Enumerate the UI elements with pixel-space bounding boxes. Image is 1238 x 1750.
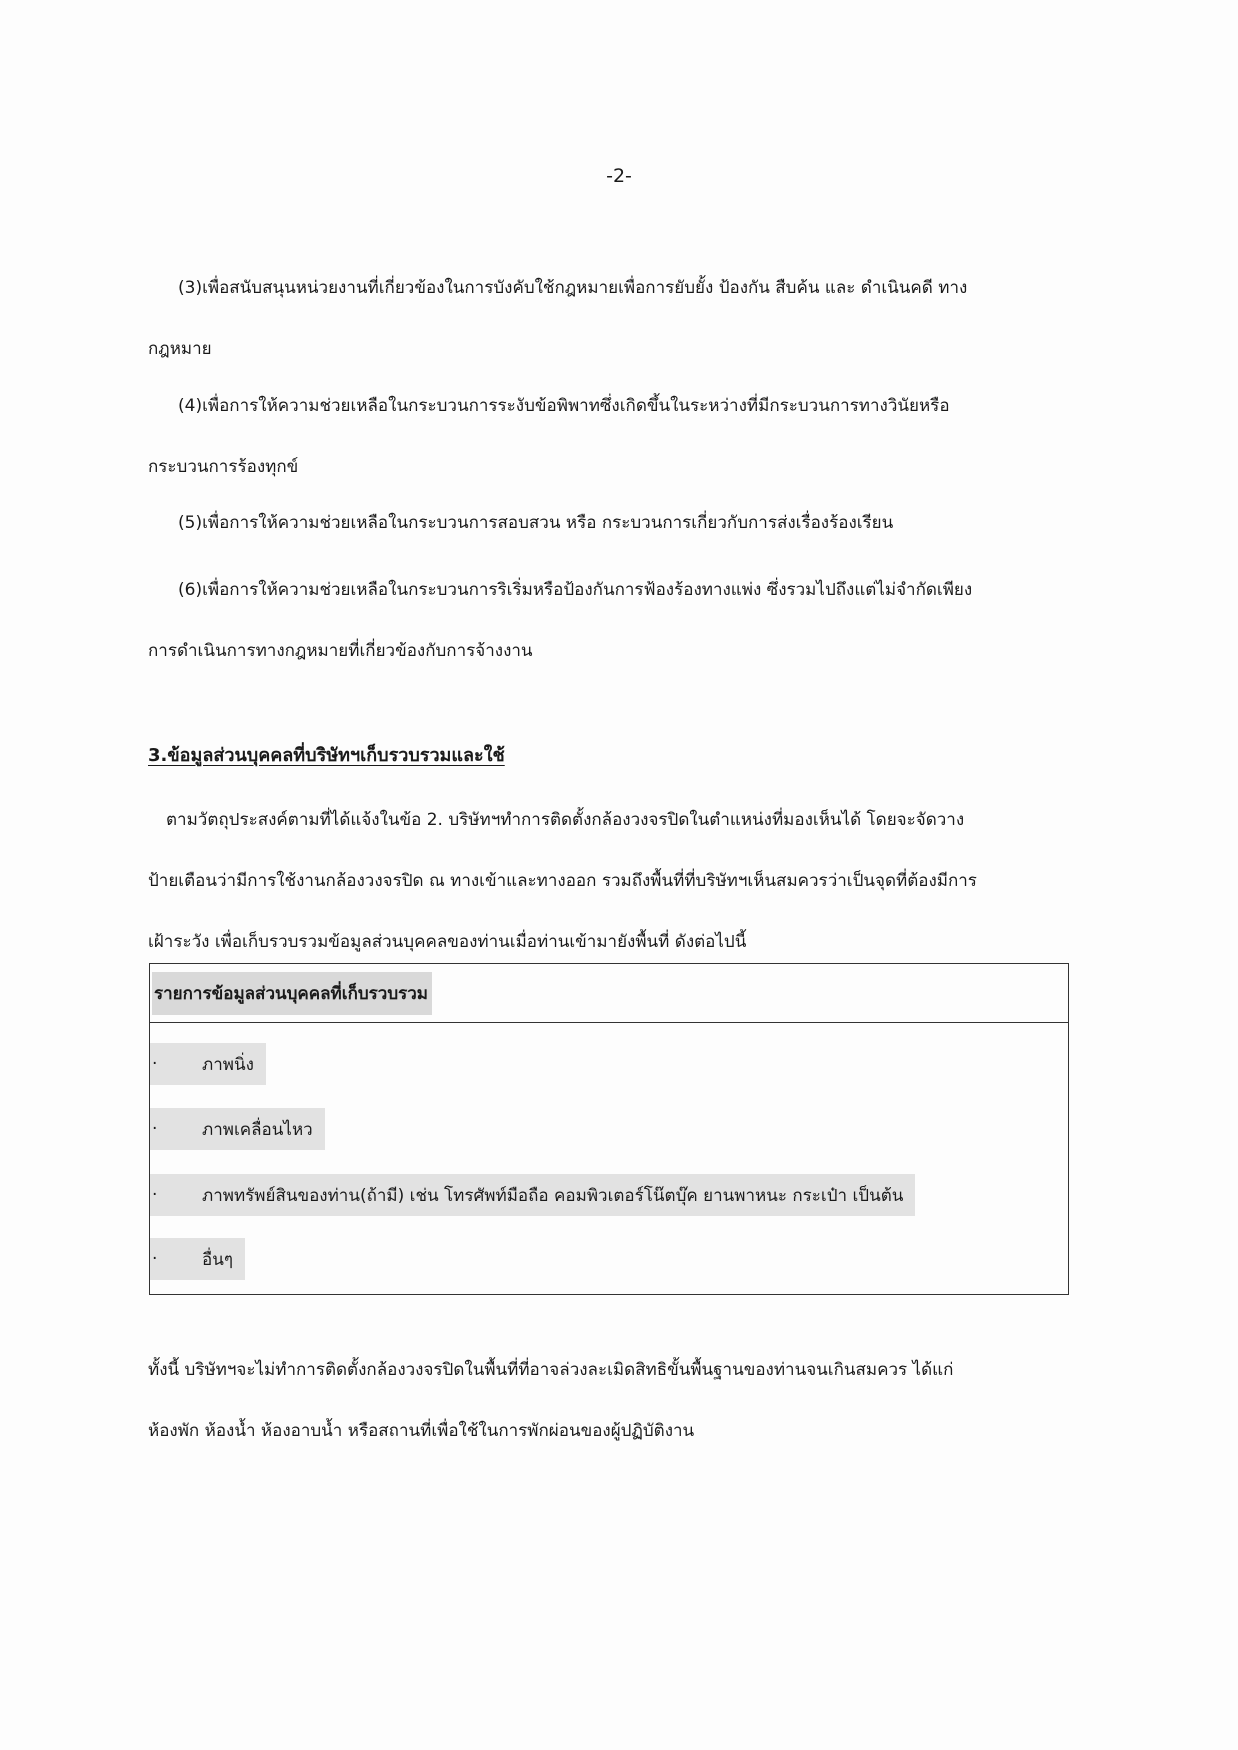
section-paragraph [148, 790, 1088, 973]
table-row [150, 1238, 245, 1280]
table-row-text: ภาพทรัพย์สินของท่าน(ถ้ามี) เช่น โทรศัพท์มือถือ คอมพิวเตอร์โน๊ตบุ๊ค ยานพาหนะ กระเป๋า เป็นต้น [202, 1185, 904, 1206]
table-header [150, 964, 1068, 1023]
table-header-label: รายการข้อมูลส่วนบุคคลที่เก็บรวบรวม [152, 972, 432, 1015]
table-row [150, 1174, 915, 1216]
list-item-text: (5)เพื่อการให้ความช่วยเหลือในกระบวนการสอบสวน หรือ กระบวนการเกี่ยวกับการส่งเรื่องร้องเรียน [178, 513, 894, 533]
paragraph-line: ห้องพัก ห้องน้ำ ห้องอาบน้ำ หรือสถานที่เพื่อใช้ในการพักผ่อนของผู้ปฏิบัติงาน [148, 1421, 695, 1441]
page-number: -2- [606, 165, 632, 187]
list-item-3 [148, 258, 1088, 380]
table-row-text: ภาพเคลื่อนไหว [202, 1119, 313, 1140]
bullet-icon: · [152, 1119, 158, 1139]
table-row [150, 1108, 325, 1150]
paragraph-line: ทั้งนี้ บริษัทฯจะไม่ทำการติดตั้งกล้องวงจรปิดในพื้นที่ที่อาจล่วงละเมิดสิทธิขั้นพื้นฐานของท่านจนเกินสมควร ได้แก่ [148, 1360, 954, 1380]
list-item-text: (4)เพื่อการให้ความช่วยเหลือในกระบวนการระงับข้อพิพาทซึ่งเกิดขึ้นในระหว่างที่มีกระบวนการทางวินัยหรือ [178, 396, 950, 416]
list-item-text: (6)เพื่อการให้ความช่วยเหลือในกระบวนการริเริ่มหรือป้องกันการฟ้องร้องทางแพ่ง ซึ่งรวมไปถึงแต่ไม่จำกัดเพียง [178, 580, 973, 600]
paragraph-line: เฝ้าระวัง เพื่อเก็บรวบรวมข้อมูลส่วนบุคคลของท่านเมื่อท่านเข้ามายังพื้นที่ ดังต่อไปนี้ [148, 932, 747, 952]
list-item-6 [148, 560, 1088, 682]
list-item-text: กฎหมาย [148, 339, 212, 359]
list-item-4 [148, 376, 1088, 498]
closing-paragraph [148, 1340, 1088, 1462]
table-row-text: อื่นๆ [202, 1249, 233, 1270]
list-item-text: กระบวนการร้องทุกข์ [148, 457, 299, 477]
list-item-text: การดำเนินการทางกฎหมายที่เกี่ยวข้องกับการจ้างงาน [148, 641, 533, 661]
personal-data-table [149, 963, 1069, 1295]
paragraph-line: ตามวัตถุประสงค์ตามที่ได้แจ้งในข้อ 2. บริษัทฯทำการติดตั้งกล้องวงจรปิดในตำแหน่งที่มองเห็นได้ โดยจะจัดวาง [166, 810, 965, 830]
bullet-icon: · [152, 1249, 158, 1269]
list-item-5 [148, 493, 1088, 554]
table-row-text: ภาพนิ่ง [202, 1054, 254, 1075]
bullet-icon: · [152, 1185, 158, 1205]
table-row [150, 1043, 266, 1085]
paragraph-line: ป้ายเตือนว่ามีการใช้งานกล้องวงจรปิด ณ ทางเข้าและทางออก รวมถึงพื้นที่ที่บริษัทฯเห็นสมควรว่าเป็นจุดที่ต้องมีการ [148, 871, 977, 891]
section-heading: 3.ข้อมูลส่วนบุคคลที่บริษัทฯเก็บรวบรวมและใช้ [148, 745, 505, 766]
bullet-icon: · [152, 1054, 158, 1074]
list-item-text: (3)เพื่อสนับสนุนหน่วยงานที่เกี่ยวข้องในการบังคับใช้กฎหมายเพื่อการยับยั้ง ป้องกัน สืบค้น และ ดำเนินคดี ทาง [178, 278, 968, 298]
